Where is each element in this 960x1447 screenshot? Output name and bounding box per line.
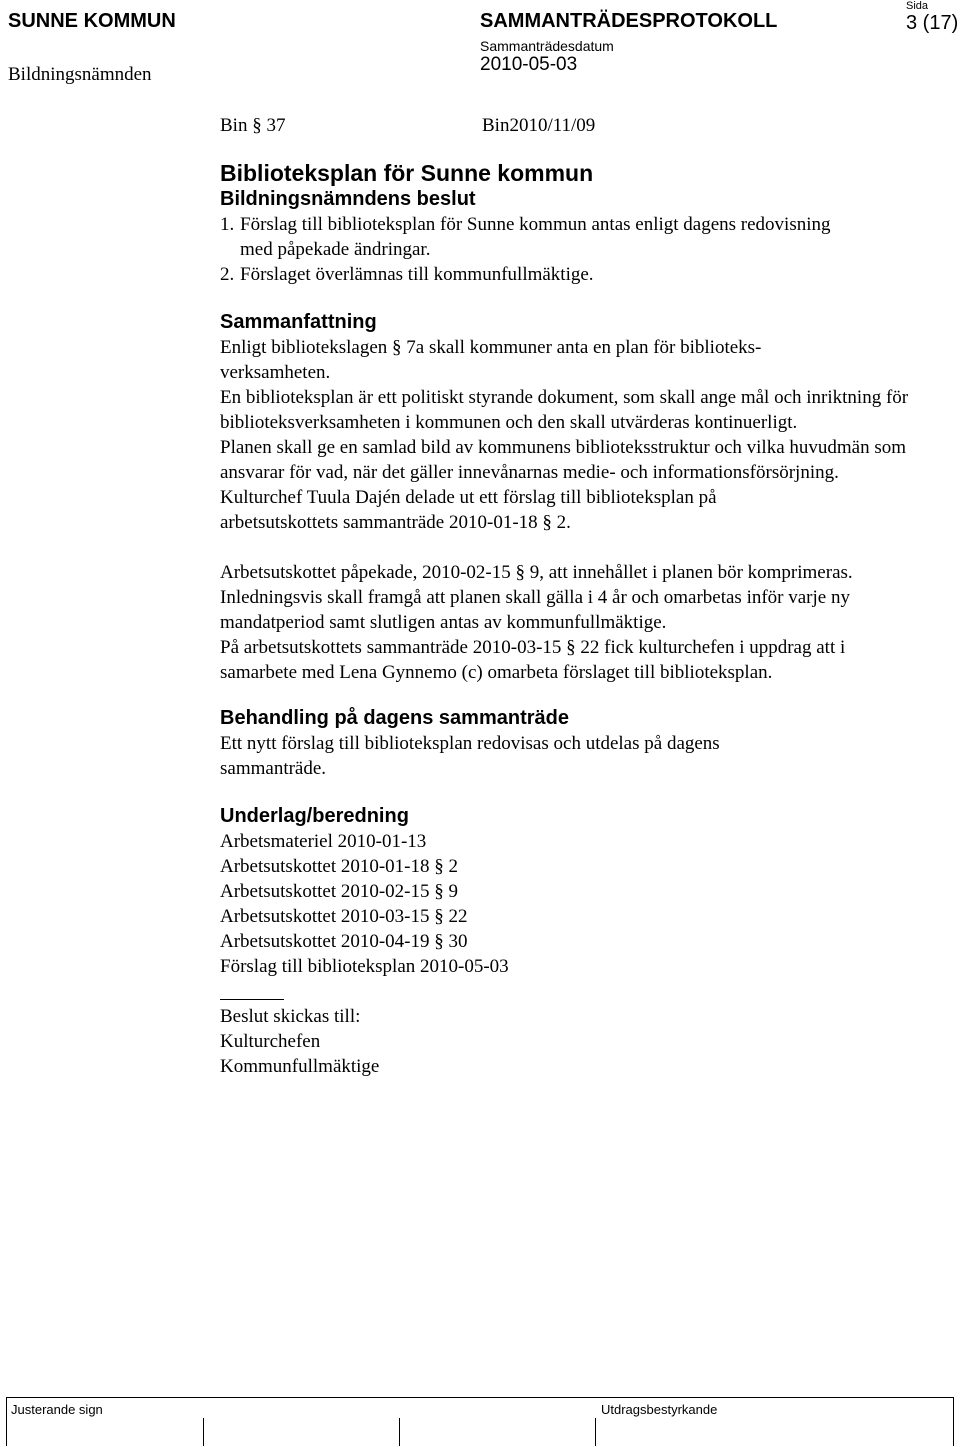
summary-paragraph: På arbetsutskottets sammanträde 2010-03-15 § 22 fick kulturchefen i uppdrag att i samarbete med Lena Gynnemo (c) omarbeta förslaget till biblioteksplan. [220, 637, 846, 683]
signature-divider [595, 1418, 596, 1446]
summary-paragraph: Enligt bibliotekslagen § 7a skall kommuner anta en plan för biblioteks-verksamheten. [220, 337, 762, 383]
basis-list [220, 829, 910, 979]
basis-heading: Underlag/beredning [220, 805, 409, 827]
summary-paragraph: Kulturchef Tuula Dajén delade ut ett förslag till biblioteksplan på arbetsutskottets sammanträde 2010-01-18 § 2. [220, 487, 717, 533]
department-name: Bildningsnämnden [8, 64, 152, 85]
decision-item [220, 262, 910, 287]
basis-item: Förslag till biblioteksplan 2010-05-03 [220, 956, 509, 977]
handling-text: Ett nytt förslag till biblioteksplan redovisas och utdelas på dagens sammanträde. [220, 733, 720, 779]
basis-item: Arbetsutskottet 2010-01-18 § 2 [220, 856, 459, 877]
item-title: Biblioteksplan för Sunne kommun [220, 160, 594, 186]
case-number: Bin2010/11/09 [482, 115, 596, 136]
send-to-label: Beslut skickas till: [220, 1006, 361, 1027]
document-body [220, 113, 910, 1079]
adjusting-sign-label: Justerande sign [11, 1402, 103, 1417]
recipient: Kommunfullmäktige [220, 1056, 380, 1077]
decision-number: 1. [220, 214, 235, 235]
extract-certification-label: Utdragsbestyrkande [601, 1402, 718, 1417]
summary-heading: Sammanfattning [220, 311, 377, 333]
meeting-date: 2010-05-03 [480, 54, 578, 75]
protocol-title: SAMMANTRÄDESPROTOKOLL [480, 10, 778, 32]
basis-item: Arbetsutskottet 2010-04-19 § 30 [220, 931, 468, 952]
recipient: Kulturchefen [220, 1031, 321, 1052]
page-label: Sida [906, 0, 929, 12]
summary-paragraph: Planen skall ge en samlad bild av kommunens biblioteksstruktur och vilka huvudmän som ansvarar för vad, när det gäller innevånarnas medie- och informationsförsörjning. [220, 437, 907, 483]
decision-item [220, 212, 910, 262]
reference-line [220, 113, 910, 138]
page-number: 3 (17) [906, 12, 959, 34]
decision-text: Förslag till biblioteksplan för Sunne kommun antas enligt dagens redovisning med påpekade ändringar. [240, 214, 831, 260]
meeting-date-label: Sammanträdesdatum [480, 38, 614, 54]
decision-number: 2. [220, 264, 235, 285]
handling-heading: Behandling på dagens sammanträde [220, 707, 569, 729]
decision-text: Förslaget överlämnas till kommunfullmäktige. [240, 264, 594, 285]
basis-item: Arbetsmateriel 2010-01-13 [220, 831, 427, 852]
signature-divider [203, 1418, 204, 1446]
decision-heading: Bildningsnämndens beslut [220, 188, 476, 210]
basis-item: Arbetsutskottet 2010-03-15 § 22 [220, 906, 468, 927]
basis-item: Arbetsutskottet 2010-02-15 § 9 [220, 881, 459, 902]
signature-footer [6, 1397, 954, 1446]
signature-divider [399, 1418, 400, 1446]
paragraph-reference: Bin § 37 [220, 115, 286, 136]
summary-paragraph: En biblioteksplan är ett politiskt styrande dokument, som skall ange mål och inriktning för biblioteksverksamheten i kommunen och den skall utvärderas kontinuerligt. [220, 387, 909, 433]
organization-name: SUNNE KOMMUN [8, 10, 176, 32]
summary-paragraph: Arbetsutskottet påpekade, 2010-02-15 § 9, att innehållet i planen bör komprimeras. Inledningsvis skall framgå att planen skall gälla i 4 år och omarbetas inför varje ny mandatperiod samt slutligen antas av kommunfullmäktige. [220, 562, 853, 633]
divider-line [220, 999, 284, 1000]
